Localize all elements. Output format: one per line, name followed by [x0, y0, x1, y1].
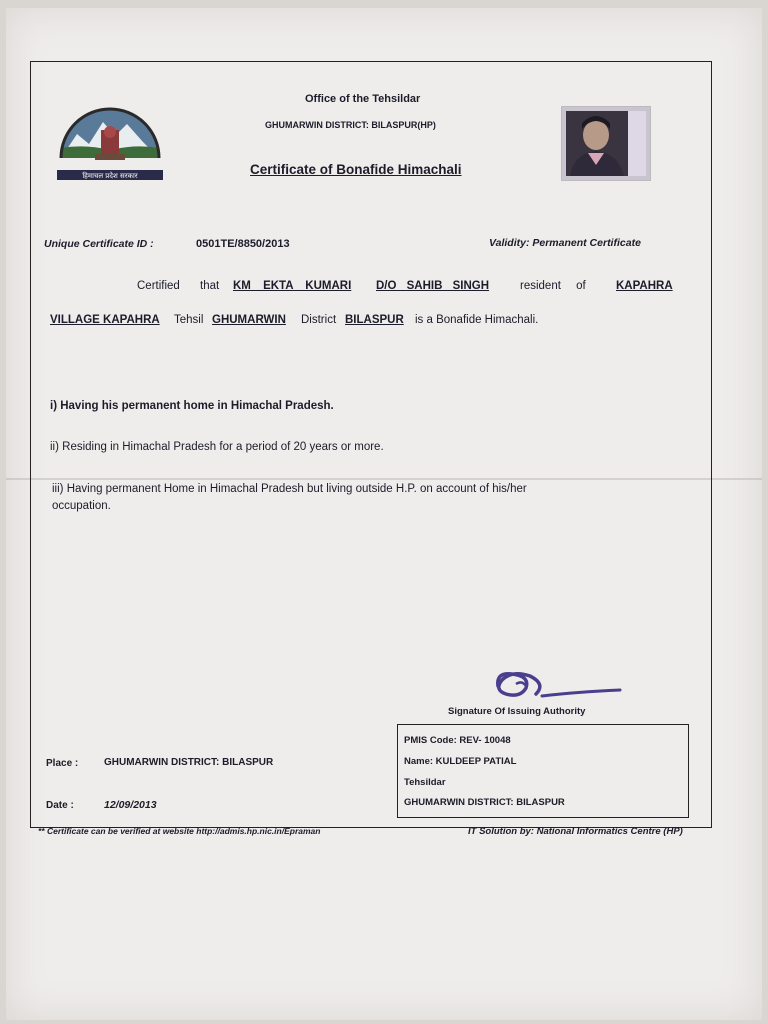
himachal-emblem-logo: [55, 100, 165, 182]
date-label: Date :: [46, 800, 74, 811]
place-value: GHUMARWIN DISTRICT: BILASPUR: [104, 757, 274, 768]
condition-3-continued: occupation.: [52, 500, 111, 512]
authority-office: GHUMARWIN DISTRICT: BILASPUR: [404, 797, 565, 808]
authority-signature: [486, 664, 626, 708]
person-name: KM EKTA KUMARI: [233, 280, 352, 292]
condition-1: i) Having his permanent home in Himachal Pradesh.: [50, 400, 334, 412]
tehsil-name: GHUMARWIN: [212, 314, 286, 326]
district-label: District: [301, 314, 337, 326]
it-solution-credit: IT Solution by: National Informatics Centre (HP): [468, 826, 683, 837]
authority-designation: Tehsildar: [404, 777, 446, 788]
verification-note: ** Certificate can be verified at website http://admis.hp.nic.in/Epraman: [38, 826, 321, 836]
condition-2: ii) Residing in Himachal Pradesh for a period of 20 years or more.: [50, 441, 384, 453]
authority-name: Name: KULDEEP PATIAL: [404, 756, 517, 767]
office-heading: Office of the Tehsildar: [305, 93, 421, 105]
residence-place: KAPAHRA: [616, 280, 673, 292]
date-value: 12/09/2013: [104, 799, 157, 811]
applicant-photo: [561, 106, 651, 181]
place-label: Place :: [46, 758, 79, 769]
issuing-authority-box: [397, 724, 689, 818]
certificate-id-value: 0501TE/8850/2013: [196, 238, 290, 250]
emblem-text: हिमाचल प्रदेश सरकार: [82, 172, 138, 180]
signature-caption: Signature Of Issuing Authority: [448, 706, 586, 717]
certificate-title: Certificate of Bonafide Himachali: [250, 162, 462, 177]
word-certified: Certified: [137, 280, 180, 292]
bonafide-statement: is a Bonafide Himachali.: [415, 314, 539, 326]
parent-relation: D/O SAHIB SINGH: [376, 280, 490, 292]
condition-3: iii) Having permanent Home in Himachal Pradesh but living outside H.P. on account of his/her: [52, 483, 527, 495]
validity-text: Validity: Permanent Certificate: [489, 237, 641, 249]
office-district: GHUMARWIN DISTRICT: BILASPUR(HP): [265, 120, 436, 130]
tehsil-label: Tehsil: [174, 314, 204, 326]
resident-of-text: resident of: [520, 280, 586, 292]
residence-village: VILLAGE KAPAHRA: [50, 314, 160, 326]
district-name: BILASPUR: [345, 314, 404, 326]
pmis-code: PMIS Code: REV- 10048: [404, 735, 511, 746]
certificate-id-label: Unique Certificate ID :: [44, 238, 154, 250]
word-that: that: [200, 280, 220, 292]
